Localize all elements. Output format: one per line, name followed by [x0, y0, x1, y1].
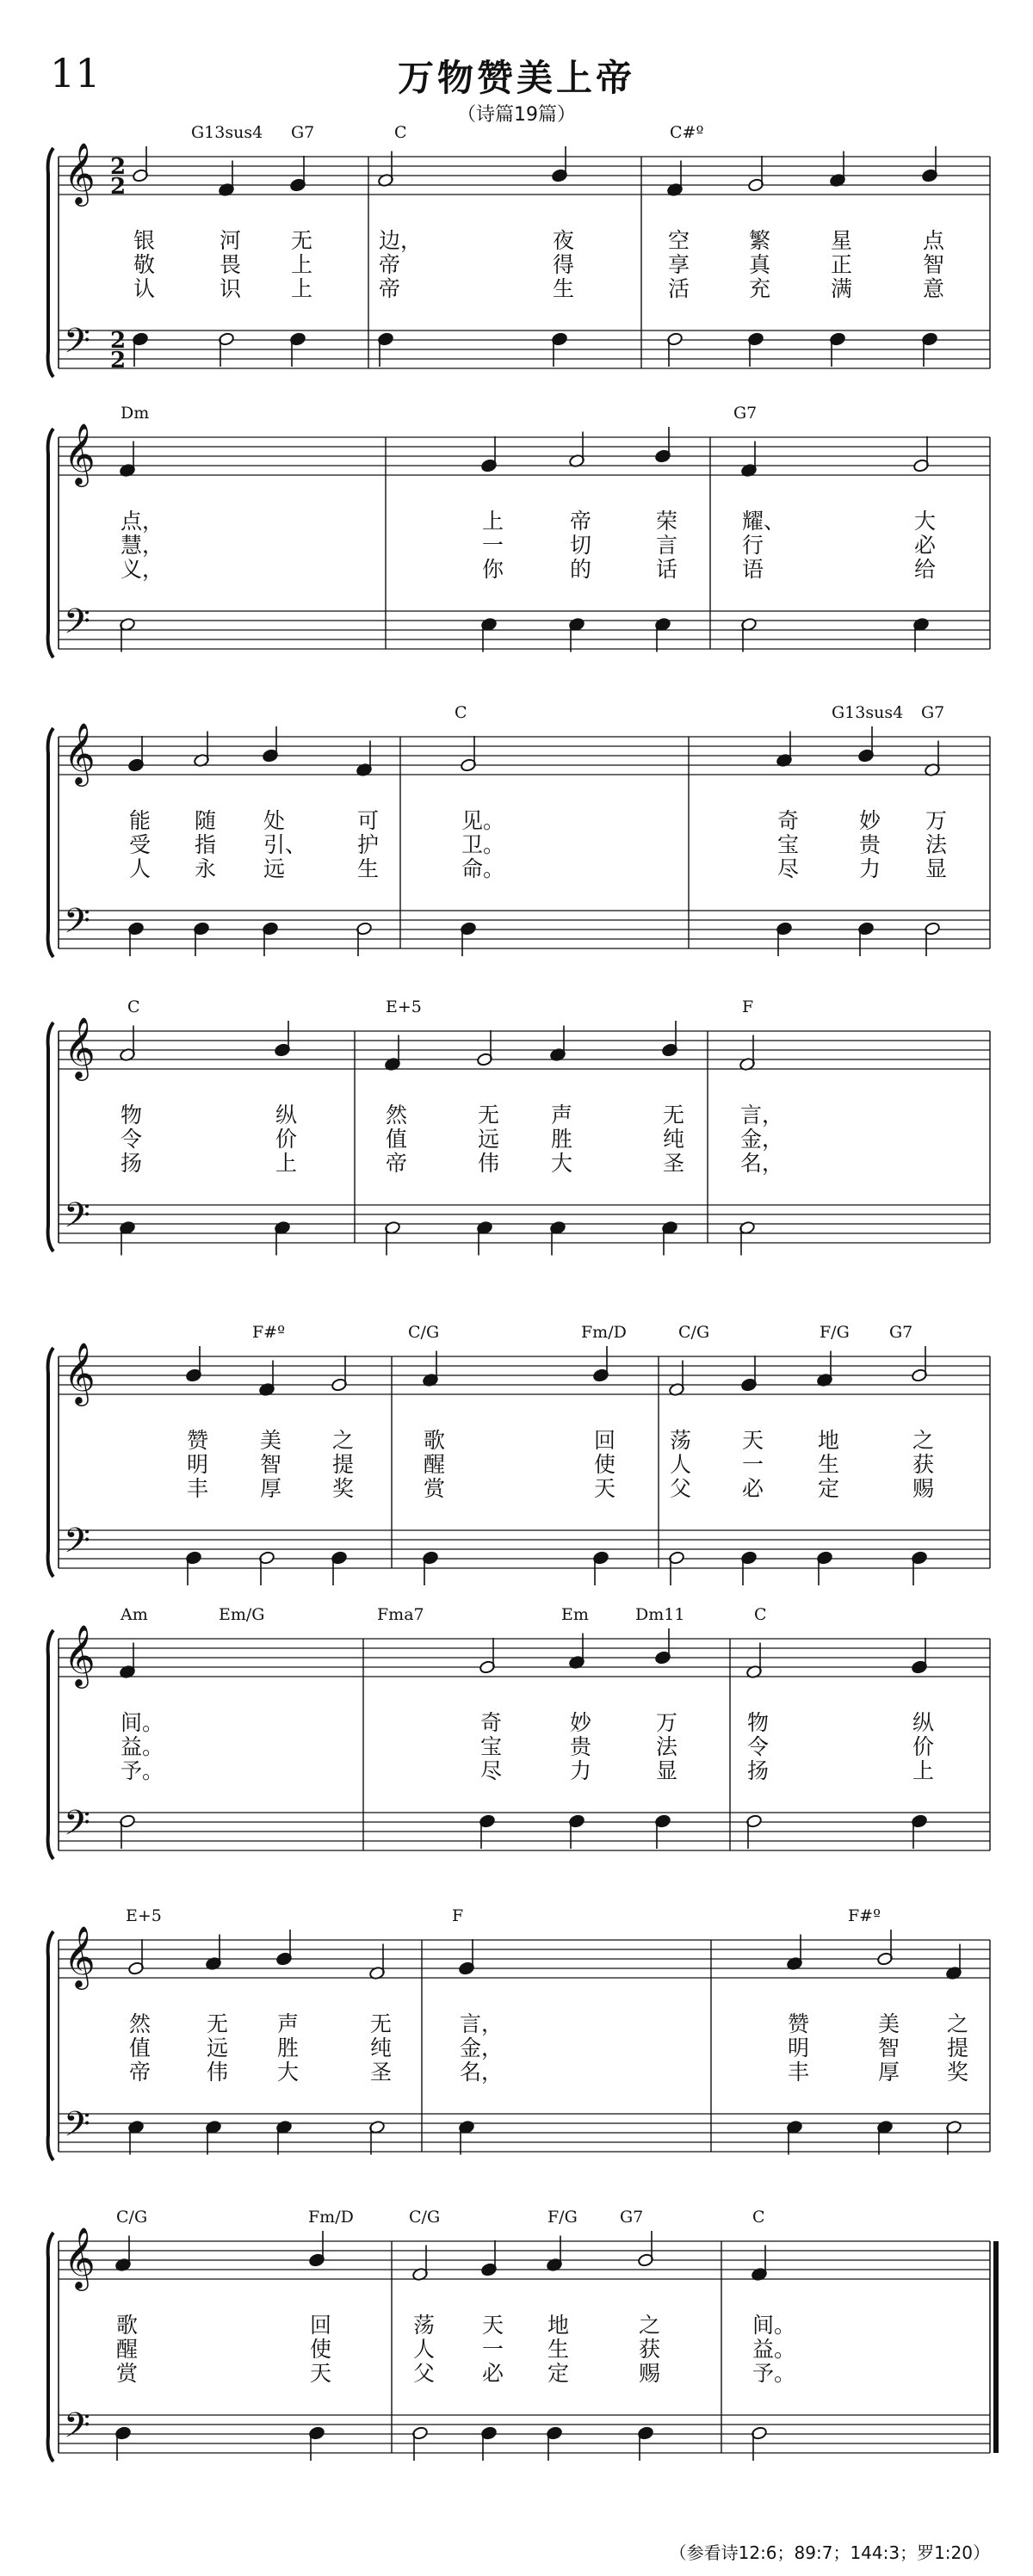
lyric-syllable: 给 — [914, 557, 937, 582]
lyric-syllable: 回 — [310, 2313, 332, 2338]
chord-symbol: Em/G — [219, 1605, 265, 1624]
chord-symbol: C#º — [670, 123, 704, 142]
lyric-syllable: 力 — [570, 1758, 592, 1783]
chord-symbol: G13sus4 — [191, 123, 263, 142]
lyric-syllable: 享 — [668, 252, 690, 277]
lyric-syllable: 万 — [925, 808, 948, 833]
lyric-syllable: 丰 — [788, 2060, 810, 2085]
lyric-syllable: 边， — [379, 228, 423, 253]
lyric-syllable: 赏 — [424, 1476, 446, 1501]
lyric-syllable: 得 — [553, 252, 575, 277]
lyric-syllable: 胜 — [551, 1127, 573, 1152]
lyric-syllable: 上 — [912, 1758, 935, 1783]
lyric-syllable: 奇 — [777, 808, 800, 833]
lyric-syllable: 远 — [207, 2035, 229, 2060]
lyric-syllable: 处 — [263, 808, 286, 833]
lyric-syllable: 生 — [547, 2337, 570, 2362]
lyric-syllable: 空 — [668, 228, 690, 253]
lyric-syllable: 无 — [370, 2011, 393, 2036]
lyric-syllable: 生 — [818, 1452, 840, 1477]
bass-clef-icon: 𝄢 — [64, 602, 90, 650]
lyric-syllable: 认 — [133, 276, 156, 301]
lyric-syllable: 河 — [220, 228, 242, 253]
chord-symbol: C — [455, 703, 467, 722]
lyric-syllable: 一 — [482, 533, 504, 558]
treble-clef-icon: 𝄞 — [64, 422, 96, 485]
lyric-syllable: 活 — [668, 276, 690, 301]
chord-symbol: Fm/D — [308, 2208, 354, 2227]
lyric-syllable: 畏 — [220, 252, 242, 277]
lyric-syllable: 大 — [551, 1151, 573, 1176]
lyric-syllable: 定 — [818, 1476, 840, 1501]
lyric-syllable: 益。 — [752, 2337, 796, 2362]
chord-symbol: C — [754, 1605, 767, 1624]
lyric-syllable: 令 — [747, 1734, 770, 1759]
treble-clef-icon: 𝄞 — [64, 1623, 96, 1686]
system-bracket — [48, 2233, 53, 2462]
time-signature-top: 2 — [110, 328, 127, 354]
lyric-syllable: 远 — [478, 1127, 500, 1152]
lyric-syllable: 言， — [740, 1103, 784, 1127]
lyric-syllable: 妙 — [859, 808, 881, 833]
lyric-syllable: 银 — [133, 228, 156, 253]
lyric-syllable: 必 — [482, 2361, 504, 2386]
lyric-syllable: 妙 — [570, 1710, 592, 1735]
lyric-syllable: 见。 — [461, 808, 505, 833]
lyric-syllable: 满 — [831, 276, 853, 301]
lyric-syllable: 智 — [260, 1452, 282, 1477]
lyric-syllable: 令 — [121, 1127, 143, 1152]
chord-symbol: F — [452, 1906, 464, 1925]
lyric-syllable: 美 — [878, 2011, 900, 2036]
lyric-syllable: 之 — [912, 1428, 935, 1453]
lyric-syllable: 奇 — [480, 1710, 503, 1735]
treble-clef-icon: 𝄞 — [64, 1341, 96, 1404]
lyric-syllable: 赐 — [639, 2361, 661, 2386]
lyric-syllable: 地 — [818, 1428, 840, 1453]
lyric-syllable: 胜 — [277, 2035, 300, 2060]
treble-clef-icon: 𝄞 — [64, 1016, 96, 1078]
chord-symbol: Dm11 — [635, 1605, 685, 1624]
scripture-reference: （参看诗12:6；89:7；144:3；罗1:20） — [669, 2542, 990, 2563]
lyric-syllable: 价 — [275, 1127, 298, 1152]
lyric-syllable: 一 — [742, 1452, 764, 1477]
lyric-syllable: 上 — [482, 509, 504, 534]
chord-symbol: F#º — [848, 1906, 881, 1925]
lyric-syllable: 引、 — [263, 832, 307, 857]
lyric-syllable: 法 — [925, 832, 948, 857]
lyric-syllable: 大 — [277, 2060, 300, 2085]
lyric-syllable: 智 — [878, 2035, 900, 2060]
lyric-syllable: 一 — [482, 2337, 504, 2362]
chord-symbol: E+5 — [126, 1906, 162, 1925]
lyric-syllable: 法 — [656, 1734, 678, 1759]
lyric-syllable: 予。 — [121, 1758, 164, 1783]
lyric-syllable: 赏 — [116, 2361, 139, 2386]
lyric-syllable: 明 — [187, 1452, 209, 1477]
lyric-syllable: 地 — [547, 2313, 570, 2338]
lyric-syllable: 荡 — [413, 2313, 436, 2338]
lyric-syllable: 厚 — [260, 1476, 282, 1501]
lyric-syllable: 纵 — [912, 1710, 935, 1735]
lyric-syllable: 能 — [129, 808, 152, 833]
time-signature-bottom: 2 — [110, 174, 127, 200]
lyric-syllable: 之 — [947, 2011, 969, 2036]
lyric-syllable: 天 — [594, 1476, 616, 1501]
lyric-syllable: 金， — [460, 2035, 504, 2060]
lyric-syllable: 无 — [291, 228, 313, 253]
lyric-syllable: 天 — [310, 2361, 332, 2386]
lyric-syllable: 纯 — [370, 2035, 393, 2060]
lyric-syllable: 帝 — [379, 252, 401, 277]
lyric-syllable: 力 — [859, 856, 881, 881]
lyric-syllable: 然 — [129, 2011, 152, 2036]
chord-symbol: F/G — [547, 2208, 578, 2227]
lyric-syllable: 使 — [594, 1452, 616, 1477]
hymn-number: 11 — [50, 50, 101, 96]
lyric-syllable: 行 — [742, 533, 764, 558]
lyric-syllable: 丰 — [187, 1476, 209, 1501]
lyric-syllable: 获 — [912, 1452, 935, 1477]
lyric-syllable: 帝 — [379, 276, 401, 301]
lyric-syllable: 随 — [195, 808, 217, 833]
lyric-syllable: 伟 — [478, 1151, 500, 1176]
chord-symbol: C — [394, 123, 407, 142]
lyric-syllable: 慧， — [121, 533, 164, 558]
lyric-syllable: 尽 — [777, 856, 800, 881]
lyric-syllable: 义， — [121, 557, 164, 582]
lyric-syllable: 必 — [914, 533, 937, 558]
lyric-syllable: 敬 — [133, 252, 156, 277]
lyric-syllable: 名， — [460, 2060, 504, 2085]
lyric-syllable: 明 — [788, 2035, 810, 2060]
bass-clef-icon: 𝄢 — [64, 1803, 90, 1851]
lyric-syllable: 歌 — [116, 2313, 139, 2338]
lyric-syllable: 言 — [656, 533, 678, 558]
lyric-syllable: 指 — [195, 832, 217, 857]
chord-symbol: G7 — [620, 2208, 644, 2227]
system-bracket — [48, 1022, 53, 1251]
lyric-syllable: 帝 — [129, 2060, 152, 2085]
lyric-syllable: 卫。 — [461, 832, 505, 857]
chord-symbol: C/G — [409, 2208, 441, 2227]
lyric-syllable: 然 — [386, 1103, 408, 1127]
chord-symbol: F/G — [820, 1323, 850, 1342]
chord-symbol: C/G — [408, 1323, 440, 1342]
lyric-syllable: 之 — [639, 2313, 661, 2338]
lyric-syllable: 识 — [220, 276, 242, 301]
lyric-syllable: 荡 — [670, 1428, 692, 1453]
lyric-syllable: 获 — [639, 2337, 661, 2362]
lyric-syllable: 话 — [656, 557, 678, 582]
lyric-syllable: 充 — [749, 276, 771, 301]
lyric-syllable: 圣 — [370, 2060, 393, 2085]
lyric-syllable: 荣 — [656, 509, 678, 534]
lyric-syllable: 价 — [912, 1734, 935, 1759]
lyric-syllable: 物 — [121, 1103, 143, 1127]
bass-clef-icon: 𝄢 — [64, 2406, 90, 2454]
system-bracket — [48, 429, 53, 658]
lyric-syllable: 无 — [663, 1103, 685, 1127]
lyric-syllable: 声 — [551, 1103, 573, 1127]
lyric-syllable: 帝 — [386, 1151, 408, 1176]
lyric-syllable: 上 — [275, 1151, 298, 1176]
lyric-syllable: 天 — [742, 1428, 764, 1453]
lyric-syllable: 厚 — [878, 2060, 900, 2085]
lyric-syllable: 星 — [831, 228, 853, 253]
lyric-syllable: 间。 — [121, 1710, 164, 1735]
lyric-syllable: 使 — [310, 2337, 332, 2362]
chord-symbol: G7 — [733, 404, 758, 423]
hymn-subtitle: （诗篇19篇） — [457, 104, 576, 126]
lyric-syllable: 上 — [291, 276, 313, 301]
lyric-syllable: 定 — [547, 2361, 570, 2386]
lyric-syllable: 言， — [460, 2011, 504, 2036]
lyric-syllable: 正 — [831, 252, 853, 277]
chord-symbol: Dm — [121, 404, 150, 423]
lyric-syllable: 宝 — [777, 832, 800, 857]
lyric-syllable: 奖 — [332, 1476, 355, 1501]
lyric-syllable: 点， — [121, 509, 164, 534]
lyric-syllable: 名， — [740, 1151, 784, 1176]
chord-symbol: C — [127, 998, 140, 1016]
lyric-syllable: 切 — [570, 533, 592, 558]
lyric-syllable: 命。 — [461, 856, 505, 881]
lyric-syllable: 帝 — [570, 509, 592, 534]
lyric-syllable: 间。 — [752, 2313, 796, 2338]
bass-clef-icon: 𝄢 — [64, 321, 90, 369]
lyric-syllable: 的 — [570, 557, 592, 582]
treble-clef-icon: 𝄞 — [64, 721, 96, 784]
chord-symbol: Fm/D — [581, 1323, 627, 1342]
chord-symbol: C — [752, 2208, 765, 2227]
lyric-syllable: 人 — [413, 2337, 436, 2362]
lyric-syllable: 生 — [357, 856, 380, 881]
lyric-syllable: 大 — [914, 509, 937, 534]
bass-clef-icon: 𝄢 — [64, 1521, 90, 1569]
lyric-syllable: 金， — [740, 1127, 784, 1152]
lyric-syllable: 贵 — [859, 832, 881, 857]
lyric-syllable: 人 — [129, 856, 152, 881]
chord-symbol: G13sus4 — [832, 703, 904, 722]
lyric-syllable: 必 — [742, 1476, 764, 1501]
lyric-syllable: 圣 — [663, 1151, 685, 1176]
lyric-syllable: 益。 — [121, 1734, 164, 1759]
treble-clef-icon: 𝄞 — [64, 1924, 96, 1987]
lyric-syllable: 真 — [749, 252, 771, 277]
bass-clef-icon: 𝄢 — [64, 1195, 90, 1244]
lyric-syllable: 扬 — [121, 1151, 143, 1176]
treble-clef-icon: 𝄞 — [64, 2226, 96, 2289]
system-bracket — [48, 1931, 53, 2160]
lyric-syllable: 扬 — [747, 1758, 770, 1783]
system-bracket — [48, 1630, 53, 1859]
lyric-syllable: 美 — [260, 1428, 282, 1453]
lyric-syllable: 赐 — [912, 1476, 935, 1501]
lyric-syllable: 显 — [656, 1758, 678, 1783]
lyric-syllable: 歌 — [424, 1428, 446, 1453]
lyric-syllable: 人 — [670, 1452, 692, 1477]
lyric-syllable: 伟 — [207, 2060, 229, 2085]
lyric-syllable: 物 — [747, 1710, 770, 1735]
lyric-syllable: 醒 — [424, 1452, 446, 1477]
chord-symbol: F — [742, 998, 754, 1016]
time-signature-bottom: 2 — [110, 348, 127, 374]
chord-symbol: E+5 — [386, 998, 422, 1016]
lyric-syllable: 你 — [482, 557, 504, 582]
lyric-syllable: 智 — [923, 252, 945, 277]
chord-symbol: Fma7 — [377, 1605, 424, 1624]
lyric-syllable: 赞 — [187, 1428, 209, 1453]
lyric-syllable: 纯 — [663, 1127, 685, 1152]
lyric-syllable: 护 — [357, 832, 380, 857]
lyric-syllable: 耀、 — [742, 509, 786, 534]
chord-symbol: G7 — [889, 1323, 913, 1342]
lyric-syllable: 夜 — [553, 228, 575, 253]
lyric-syllable: 意 — [923, 276, 945, 301]
chord-symbol: Em — [561, 1605, 589, 1624]
system-bracket — [48, 1348, 53, 1577]
lyric-syllable: 生 — [553, 276, 575, 301]
lyric-syllable: 点 — [923, 228, 945, 253]
lyric-syllable: 显 — [925, 856, 948, 881]
lyric-syllable: 万 — [656, 1710, 678, 1735]
lyric-syllable: 值 — [386, 1127, 408, 1152]
bass-clef-icon: 𝄢 — [64, 2104, 90, 2153]
treble-clef-icon: 𝄞 — [64, 141, 96, 204]
lyric-syllable: 之 — [332, 1428, 355, 1453]
chord-symbol: G7 — [291, 123, 315, 142]
system-bracket — [48, 728, 53, 957]
hymn-title: 万物赞美上帝 — [397, 57, 635, 99]
lyric-syllable: 赞 — [788, 2011, 810, 2036]
lyric-syllable: 永 — [195, 856, 217, 881]
lyric-syllable: 远 — [263, 856, 286, 881]
lyric-syllable: 尽 — [480, 1758, 503, 1783]
lyric-syllable: 值 — [129, 2035, 152, 2060]
lyric-syllable: 贵 — [570, 1734, 592, 1759]
lyric-syllable: 醒 — [116, 2337, 139, 2362]
lyric-syllable: 上 — [291, 252, 313, 277]
lyric-syllable: 奖 — [947, 2060, 969, 2085]
bass-clef-icon: 𝄢 — [64, 901, 90, 949]
lyric-syllable: 可 — [357, 808, 380, 833]
lyric-syllable: 宝 — [480, 1734, 503, 1759]
lyric-syllable: 语 — [742, 557, 764, 582]
lyric-syllable: 声 — [277, 2011, 300, 2036]
lyric-syllable: 纵 — [275, 1103, 298, 1127]
chord-symbol: C/G — [116, 2208, 148, 2227]
lyric-syllable: 回 — [594, 1428, 616, 1453]
chord-symbol: Am — [121, 1605, 148, 1624]
lyric-syllable: 予。 — [752, 2361, 796, 2386]
system-bracket — [48, 148, 53, 377]
lyric-syllable: 天 — [482, 2313, 504, 2338]
time-signature-top: 2 — [110, 154, 127, 180]
chord-symbol: C/G — [678, 1323, 710, 1342]
lyric-syllable: 无 — [207, 2011, 229, 2036]
lyric-syllable: 父 — [413, 2361, 436, 2386]
lyric-syllable: 父 — [670, 1476, 692, 1501]
lyric-syllable: 受 — [129, 832, 152, 857]
lyric-syllable: 提 — [332, 1452, 355, 1477]
lyric-syllable: 提 — [947, 2035, 969, 2060]
lyric-syllable: 无 — [478, 1103, 500, 1127]
chord-symbol: F#º — [252, 1323, 286, 1342]
chord-symbol: G7 — [921, 703, 945, 722]
lyric-syllable: 繁 — [749, 228, 771, 253]
